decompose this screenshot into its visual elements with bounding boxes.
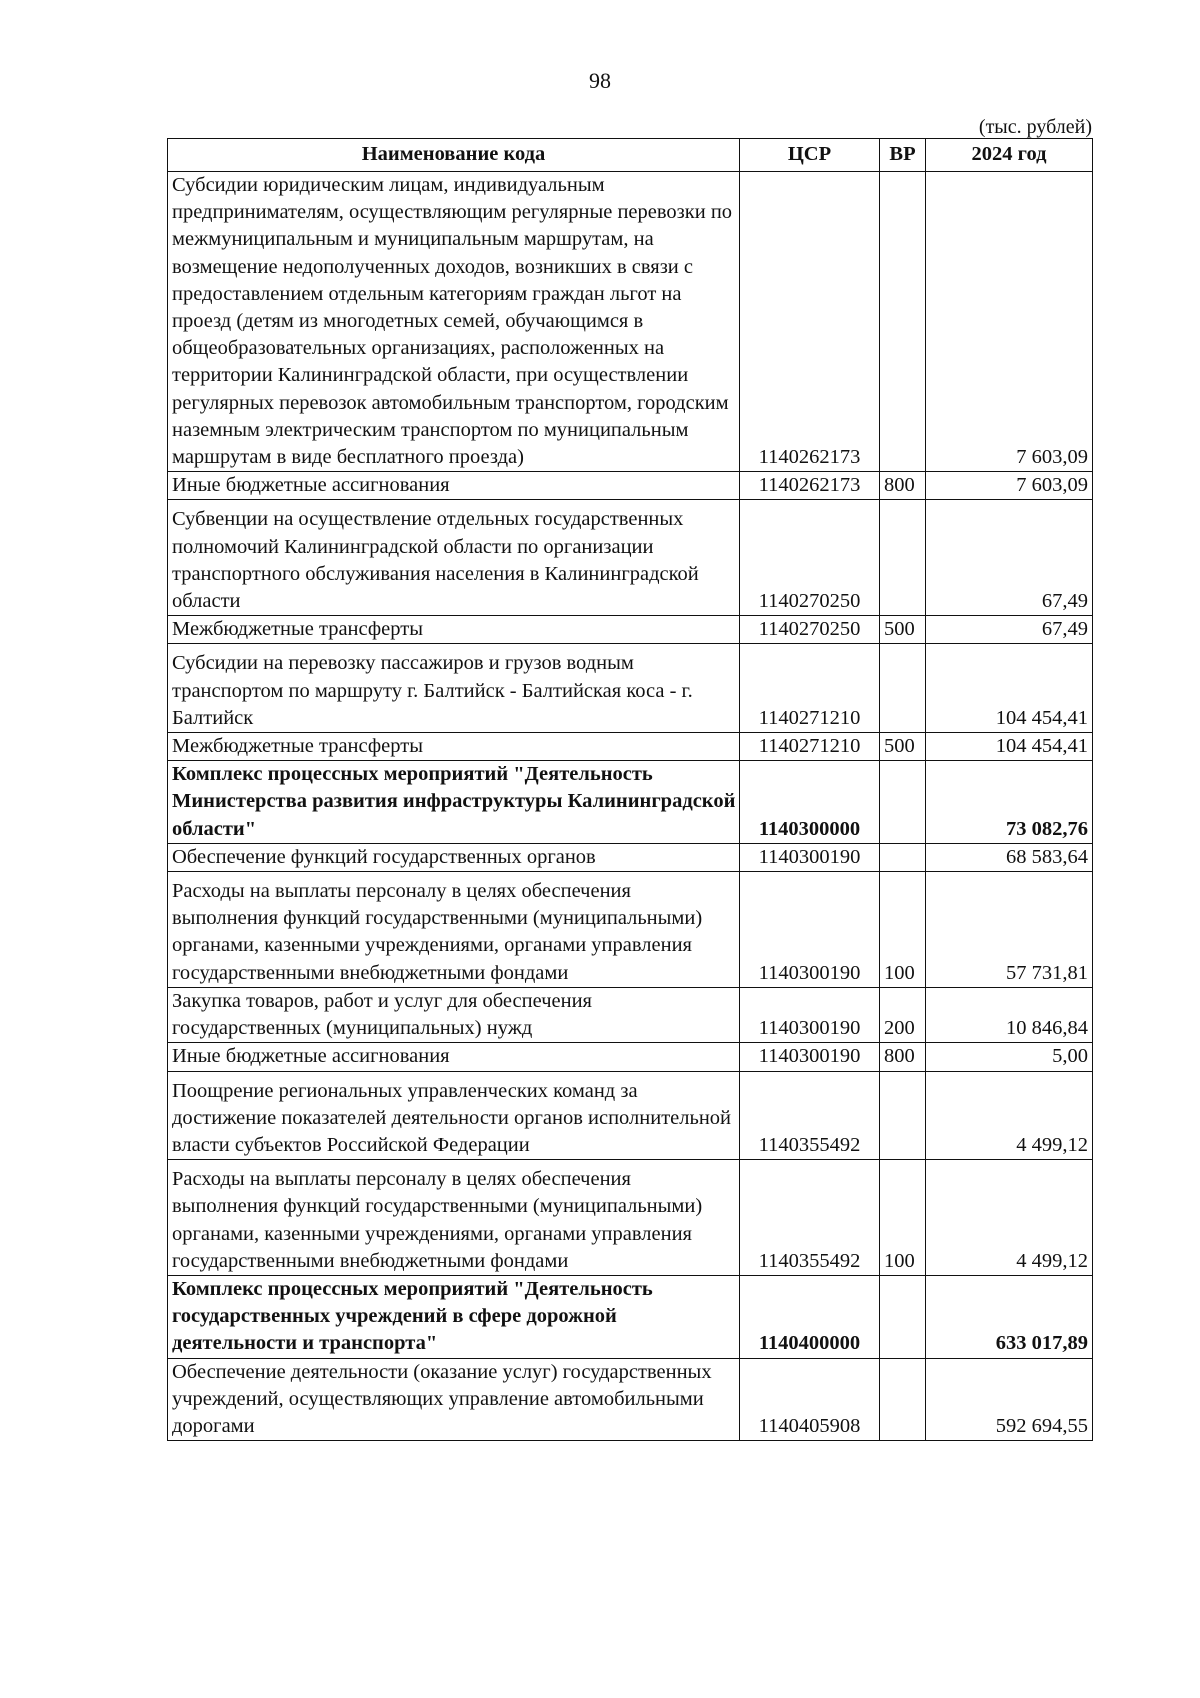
- row-name: Межбюджетные трансферты: [168, 616, 740, 644]
- row-name: Расходы на выплаты персоналу в целях обеспечения выполнения функций государственными (муниципальными) органами, казенными учреждениями, органами управления государственными внебюджетными фондами: [168, 872, 740, 988]
- table-row: [168, 872, 1093, 988]
- row-csr: 1140300190: [740, 1043, 880, 1071]
- row-csr: 1140270250: [740, 500, 880, 616]
- row-csr: 1140300190: [740, 872, 880, 988]
- table-row: [168, 733, 1093, 761]
- row-amount: 57 731,81: [926, 872, 1093, 988]
- table-row: [168, 843, 1093, 871]
- row-csr: 1140262173: [740, 472, 880, 500]
- header-year: 2024 год: [926, 139, 1093, 172]
- table-row: [168, 1358, 1093, 1441]
- table-row: [168, 500, 1093, 616]
- row-name: Комплекс процессных мероприятий "Деятельность государственных учреждений в сфере дорожной деятельности и транспорта": [168, 1275, 740, 1358]
- row-vr: [880, 644, 926, 733]
- row-amount: 7 603,09: [926, 172, 1093, 472]
- row-amount: 73 082,76: [926, 761, 1093, 844]
- table-header-row: [168, 139, 1093, 172]
- table-row: [168, 1275, 1093, 1358]
- table-row: [168, 761, 1093, 844]
- row-csr: 1140300000: [740, 761, 880, 844]
- units-note: (тыс. рублей): [978, 116, 1092, 138]
- table-row: [168, 616, 1093, 644]
- row-vr: [880, 1358, 926, 1441]
- row-vr: [880, 1071, 926, 1160]
- row-name: Расходы на выплаты персоналу в целях обеспечения выполнения функций государственными (муниципальными) органами, казенными учреждениями, органами управления государственными внебюджетными фондами: [168, 1160, 740, 1276]
- table-row: [168, 987, 1093, 1042]
- row-csr: 1140355492: [740, 1071, 880, 1160]
- row-csr: 1140400000: [740, 1275, 880, 1358]
- row-amount: 104 454,41: [926, 733, 1093, 761]
- table-row: [168, 644, 1093, 733]
- row-name: Субвенции на осуществление отдельных государственных полномочий Калининградской области по организации транспортного обслуживания населения в Калининградской области: [168, 500, 740, 616]
- header-name: Наименование кода: [168, 139, 740, 172]
- row-name: Поощрение региональных управленческих команд за достижение показателей деятельности органов исполнительной власти субъектов Российской Федерации: [168, 1071, 740, 1160]
- row-vr: [880, 843, 926, 871]
- row-vr: [880, 172, 926, 472]
- row-vr: 500: [880, 733, 926, 761]
- header-vr: ВР: [880, 139, 926, 172]
- row-vr: 100: [880, 1160, 926, 1276]
- row-amount: 68 583,64: [926, 843, 1093, 871]
- row-vr: 800: [880, 1043, 926, 1071]
- budget-table: [167, 138, 1093, 1441]
- table-row: [168, 1160, 1093, 1276]
- row-csr: 1140300190: [740, 987, 880, 1042]
- table-row: [168, 172, 1093, 472]
- row-name: Обеспечение функций государственных органов: [168, 843, 740, 871]
- row-name: Комплекс процессных мероприятий "Деятельность Министерства развития инфраструктуры Калининградской области": [168, 761, 740, 844]
- row-vr: [880, 1275, 926, 1358]
- row-vr: 800: [880, 472, 926, 500]
- table-row: [168, 472, 1093, 500]
- table-row: [168, 1043, 1093, 1071]
- row-csr: 1140262173: [740, 172, 880, 472]
- row-csr: 1140271210: [740, 644, 880, 733]
- row-csr: 1140270250: [740, 616, 880, 644]
- row-amount: 7 603,09: [926, 472, 1093, 500]
- row-csr: 1140405908: [740, 1358, 880, 1441]
- row-name: Иные бюджетные ассигнования: [168, 472, 740, 500]
- row-amount: 67,49: [926, 616, 1093, 644]
- table-row: [168, 1071, 1093, 1160]
- row-name: Субсидии на перевозку пассажиров и грузов водным транспортом по маршруту г. Балтийск - Балтийская коса - г. Балтийск: [168, 644, 740, 733]
- row-amount: 633 017,89: [926, 1275, 1093, 1358]
- row-name: Закупка товаров, работ и услуг для обеспечения государственных (муниципальных) нужд: [168, 987, 740, 1042]
- row-amount: 4 499,12: [926, 1071, 1093, 1160]
- row-vr: [880, 761, 926, 844]
- row-amount: 592 694,55: [926, 1358, 1093, 1441]
- row-name: Субсидии юридическим лицам, индивидуальным предпринимателям, осуществляющим регулярные перевозки по межмуниципальным и муниципальным маршрутам, на возмещение недополученных доходов, возникших в связи с предоставлением отдельным категориям граждан льгот на проезд (детям из многодетных семей, обучающимся в общеобразовательных организациях, расположенных на территории Калининградской области, при осуществлении регулярных перевозок автомобильным транспортом, городским наземным электрическим транспортом по муниципальным маршрутам в виде бесплатного проезда): [168, 172, 740, 472]
- row-name: Иные бюджетные ассигнования: [168, 1043, 740, 1071]
- page-number: 98: [589, 68, 611, 93]
- row-amount: 10 846,84: [926, 987, 1093, 1042]
- row-amount: 104 454,41: [926, 644, 1093, 733]
- row-amount: 4 499,12: [926, 1160, 1093, 1276]
- row-csr: 1140300190: [740, 843, 880, 871]
- row-vr: 200: [880, 987, 926, 1042]
- row-amount: 5,00: [926, 1043, 1093, 1071]
- row-vr: 500: [880, 616, 926, 644]
- header-csr: ЦСР: [740, 139, 880, 172]
- row-csr: 1140271210: [740, 733, 880, 761]
- row-amount: 67,49: [926, 500, 1093, 616]
- row-name: Межбюджетные трансферты: [168, 733, 740, 761]
- table-body: [168, 172, 1093, 1441]
- row-vr: 100: [880, 872, 926, 988]
- row-name: Обеспечение деятельности (оказание услуг) государственных учреждений, осуществляющих управление автомобильными дорогами: [168, 1358, 740, 1441]
- row-csr: 1140355492: [740, 1160, 880, 1276]
- row-vr: [880, 500, 926, 616]
